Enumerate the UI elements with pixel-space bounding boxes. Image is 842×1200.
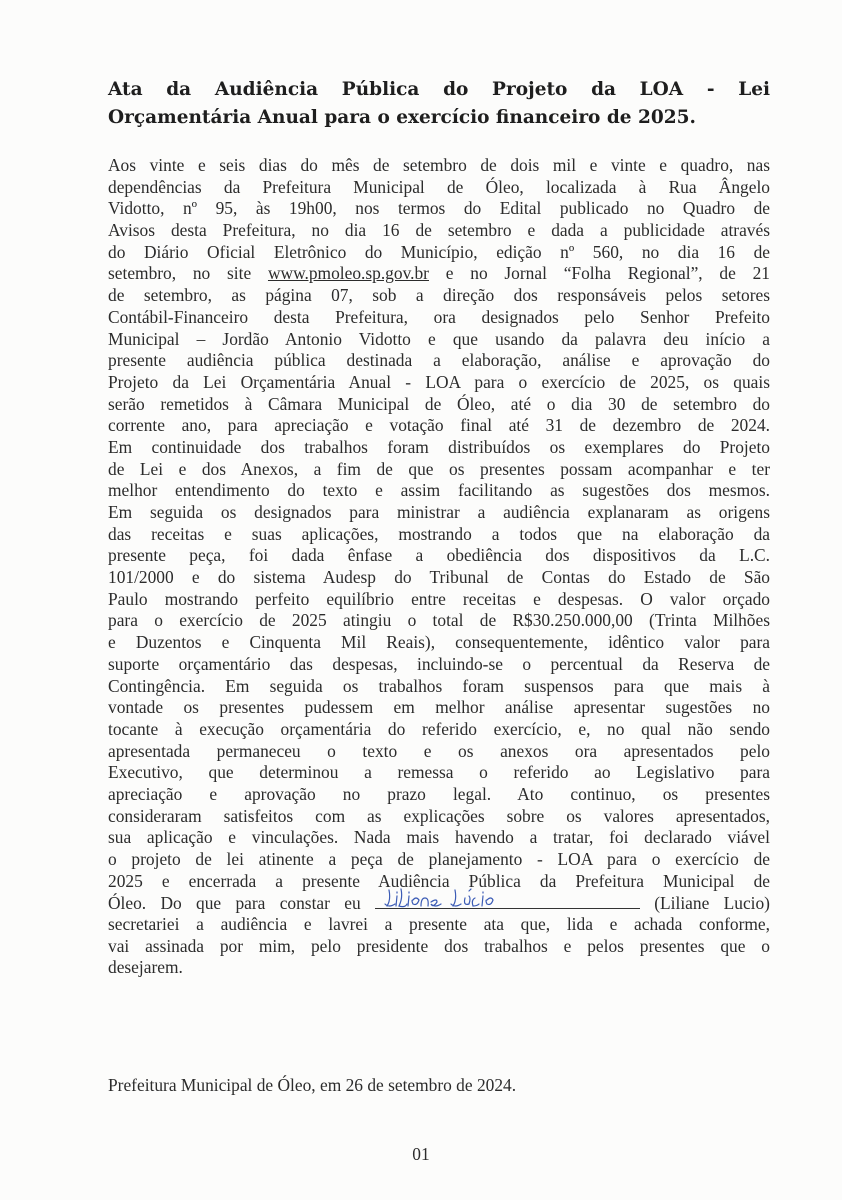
body-line: suporte orçamentário das despesas, incluindo-se o percentual da Reserva de bbox=[108, 653, 770, 674]
signature-line bbox=[108, 892, 770, 914]
body-line: apreciação e aprovação no prazo legal. Ato continuo, os presentes bbox=[108, 783, 770, 804]
body-line: Avisos desta Prefeitura, no dia 16 de setembro e dada a publicidade através bbox=[108, 220, 770, 241]
body-line: Aos vinte e seis dias do mês de setembro de dois mil e vinte e quadro, nas bbox=[108, 155, 770, 175]
minutes-body bbox=[108, 155, 770, 979]
body-line-with-link bbox=[108, 263, 770, 285]
body-line: presente audiência pública destinada a elaboração, análise e aprovação do bbox=[108, 350, 770, 371]
body-line: de setembro, as página 07, sob a direção dos responsáveis pelos setores bbox=[108, 285, 770, 306]
line-suffix: e no Jornal “Folha Regional”, de 21 bbox=[445, 263, 770, 284]
body-line: Executivo, que determinou a remessa o referido ao Legislativo para bbox=[108, 762, 770, 783]
body-line: secretariei a audiência e lavrei a presente ata que, lida e achada conforme, bbox=[108, 914, 770, 935]
signature-field bbox=[375, 892, 640, 909]
signer-name: (Liliane Lucio) bbox=[654, 893, 770, 914]
body-line: das receitas e suas aplicações, mostrando a todos que na elaboração da bbox=[108, 523, 770, 544]
body-line: Paulo mostrando perfeito equilíbrio entre receitas e despesas. O valor orçado bbox=[108, 588, 770, 609]
body-line: melhor entendimento do texto e assim facilitando as sugestões dos mesmos. bbox=[108, 480, 770, 501]
body-line: o projeto de lei atinente a peça de planejamento - LOA para o exercício de bbox=[108, 849, 770, 869]
website-link[interactable]: www.pmoleo.sp.gov.br bbox=[267, 263, 429, 284]
line-prefix: setembro, no site bbox=[108, 263, 252, 284]
body-line: consideraram satisfeitos com as explicações sobre os valores apresentados, bbox=[108, 805, 770, 826]
body-line: Contábil-Financeiro desta Prefeitura, ora designados pelo Senhor Prefeito bbox=[108, 306, 770, 327]
body-line: Em seguida os designados para ministrar a audiência explanaram as origens bbox=[108, 502, 770, 522]
body-line: do Diário Oficial Eletrônico do Município, edição nº 560, no dia 16 de bbox=[108, 241, 770, 262]
body-line: serão remetidos à Câmara Municipal de Óleo, até o dia 30 de setembro do bbox=[108, 393, 770, 414]
body-line: e Duzentos e Cinquenta Mil Reais), consequentemente, idêntico valor para bbox=[108, 632, 770, 653]
page-number: 01 bbox=[412, 1144, 430, 1164]
body-line: vontade os presentes pudessem em melhor análise apresentar sugestões no bbox=[108, 697, 770, 718]
body-line: dependências da Prefeitura Municipal de Óleo, localizada à Rua Ângelo bbox=[108, 176, 770, 197]
body-line: 2025 e encerrada a presente Audiência Pública da Prefeitura Municipal de bbox=[108, 870, 770, 891]
handwritten-signature bbox=[383, 886, 523, 910]
body-line: 101/2000 e do sistema Audesp do Tribunal de Contas do Estado de São bbox=[108, 567, 770, 588]
body-line: Contingência. Em seguida os trabalhos foram suspensos para que mais à bbox=[108, 675, 770, 696]
body-line: Municipal – Jordão Antonio Vidotto e que usando da palavra deu início a bbox=[108, 328, 770, 349]
body-line: Vidotto, nº 95, às 19h00, nos termos do Edital publicado no Quadro de bbox=[108, 198, 770, 219]
body-line: desejarem. bbox=[108, 957, 183, 978]
body-line: sua aplicação e vinculações. Nada mais havendo a tratar, foi declarado viável bbox=[108, 827, 770, 848]
body-line: Projeto da Lei Orçamentária Anual - LOA para o exercício de 2025, os quais bbox=[108, 371, 770, 392]
closing-date-line: Prefeitura Municipal de Óleo, em 26 de setembro de 2024. bbox=[108, 1075, 517, 1095]
document-title bbox=[108, 76, 770, 132]
sign-prefix: Óleo. Do que para constar eu bbox=[108, 893, 361, 914]
body-line: de Lei e dos Anexos, a fim de que os presentes possam acompanhar e ter bbox=[108, 458, 770, 479]
title-line: Orçamentária Anual para o exercício financeiro de 2025. bbox=[108, 107, 696, 128]
body-line: corrente ano, para apreciação e votação final até 31 de dezembro de 2024. bbox=[108, 415, 770, 436]
body-line: apresentada permaneceu o texto e os anexos ora apresentados pelo bbox=[108, 740, 770, 761]
body-line: vai assinada por mim, pelo presidente dos trabalhos e pelos presentes que o bbox=[108, 935, 770, 956]
body-line: Em continuidade dos trabalhos foram distribuídos os exemplares do Projeto bbox=[108, 436, 770, 457]
body-line: presente peça, foi dada ênfase a obediência dos dispositivos da L.C. bbox=[108, 545, 770, 566]
title-line: Ata da Audiência Pública do Projeto da LOA - Lei bbox=[108, 79, 770, 100]
body-line: tocante à execução orçamentária do referido exercício, e, no qual não sendo bbox=[108, 718, 770, 739]
body-line: para o exercício de 2025 atingiu o total de R$30.250.000,00 (Trinta Milhões bbox=[108, 610, 770, 631]
